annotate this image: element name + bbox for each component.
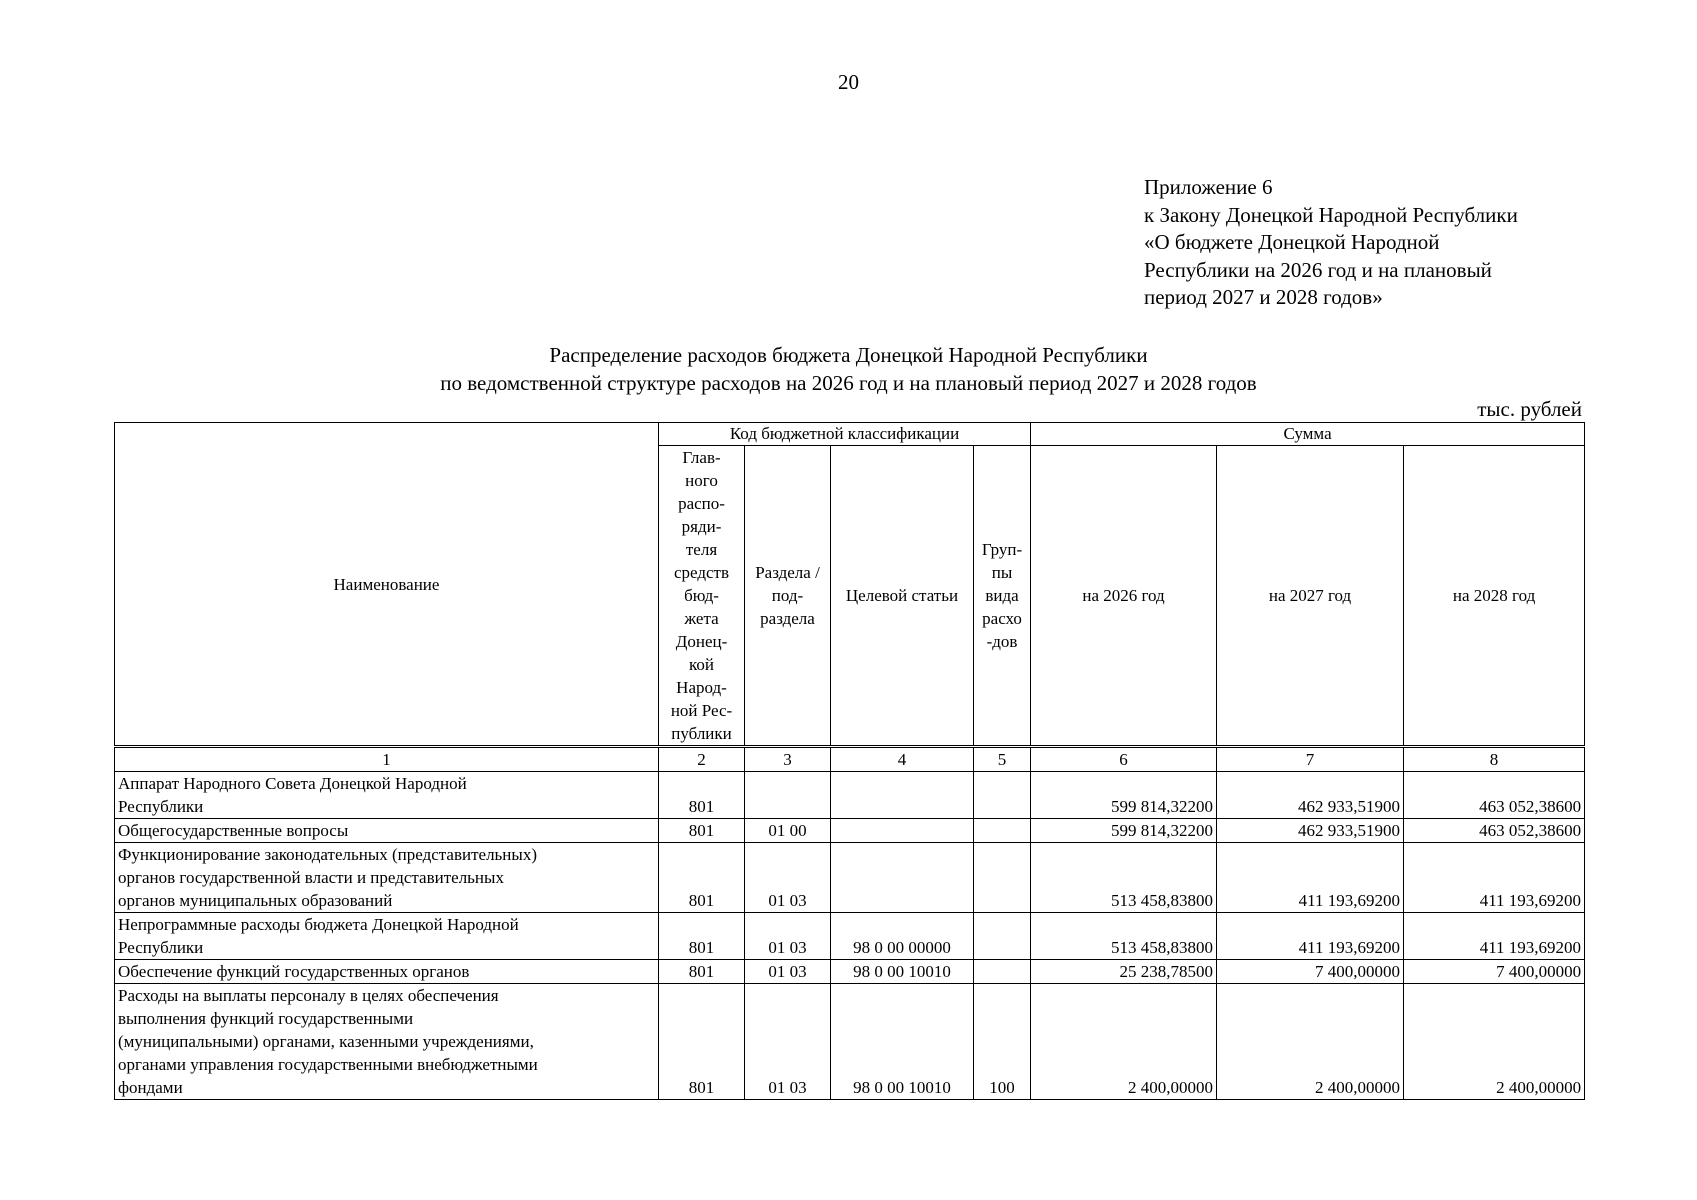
row-chief-manager: 801: [659, 984, 745, 1100]
row-amount-2028: 7 400,00000: [1404, 960, 1585, 984]
row-amount-2027: 462 933,51900: [1217, 772, 1404, 819]
row-amount-2028: 411 193,69200: [1404, 913, 1585, 960]
header-year-2028: на 2028 год: [1404, 446, 1585, 747]
row-chief-manager: 801: [659, 843, 745, 913]
header-target-article: Целевой статьи: [831, 446, 974, 747]
header-expense-type: Груп- пы вида расхо -дов: [974, 446, 1031, 747]
column-number: 3: [745, 747, 831, 772]
row-expense-type: [974, 960, 1031, 984]
table-row: [115, 984, 1585, 1100]
row-section: 01 03: [745, 984, 831, 1100]
row-section: [745, 772, 831, 819]
column-number: 8: [1404, 747, 1585, 772]
table-row: [115, 913, 1585, 960]
row-section: 01 00: [745, 819, 831, 843]
row-name: Общегосударственные вопросы: [115, 819, 659, 843]
column-number: 4: [831, 747, 974, 772]
row-expense-type: [974, 913, 1031, 960]
table-row: [115, 843, 1585, 913]
document-title: [0, 341, 1697, 397]
row-target-article: 98 0 00 10010: [831, 984, 974, 1100]
row-amount-2028: 2 400,00000: [1404, 984, 1585, 1100]
row-expense-type: 100: [974, 984, 1031, 1100]
column-number: 1: [115, 747, 659, 772]
row-amount-2028: 411 193,69200: [1404, 843, 1585, 913]
column-numbers-row: [115, 747, 1585, 772]
row-amount-2028: 463 052,38600: [1404, 819, 1585, 843]
row-expense-type: [974, 772, 1031, 819]
row-amount-2027: 7 400,00000: [1217, 960, 1404, 984]
appendix-line: период 2027 и 2028 годов»: [1144, 285, 1383, 309]
row-amount-2027: 2 400,00000: [1217, 984, 1404, 1100]
page-number: 20: [838, 70, 859, 94]
row-section: 01 03: [745, 960, 831, 984]
row-name: Аппарат Народного Совета Донецкой Народной Республики: [115, 772, 659, 819]
row-amount-2026: 513 458,83800: [1031, 913, 1217, 960]
row-chief-manager: 801: [659, 913, 745, 960]
row-chief-manager: 801: [659, 819, 745, 843]
row-amount-2026: 599 814,32200: [1031, 819, 1217, 843]
row-amount-2028: 463 052,38600: [1404, 772, 1585, 819]
appendix-line: «О бюджете Донецкой Народной: [1144, 230, 1440, 254]
row-target-article: 98 0 00 10010: [831, 960, 974, 984]
row-chief-manager: 801: [659, 772, 745, 819]
row-target-article: [831, 772, 974, 819]
column-number: 6: [1031, 747, 1217, 772]
row-amount-2026: 25 238,78500: [1031, 960, 1217, 984]
row-chief-manager: 801: [659, 960, 745, 984]
budget-table: [114, 422, 1585, 1100]
table-row: [115, 819, 1585, 843]
table-row: [115, 960, 1585, 984]
header-code-group: Код бюджетной классификации: [659, 423, 1031, 446]
appendix-line: Приложение 6: [1144, 175, 1273, 199]
row-target-article: 98 0 00 00000: [831, 913, 974, 960]
row-amount-2026: 599 814,32200: [1031, 772, 1217, 819]
row-name: Обеспечение функций государственных органов: [115, 960, 659, 984]
column-number: 5: [974, 747, 1031, 772]
row-name: Расходы на выплаты персоналу в целях обеспечения выполнения функций государственными (муниципальными) органами, казенными учреждениями, органами управления государственными внебюджетными фондами: [115, 984, 659, 1100]
units-label: тыс. рублей: [1477, 397, 1582, 421]
row-target-article: [831, 843, 974, 913]
document-title-line-2: по ведомственной структуре расходов на 2026 год и на плановый период 2027 и 2028 годов: [440, 371, 1257, 395]
table-row: [115, 772, 1585, 819]
column-number: 2: [659, 747, 745, 772]
row-name: Непрограммные расходы бюджета Донецкой Народной Республики: [115, 913, 659, 960]
header-year-2026: на 2026 год: [1031, 446, 1217, 747]
row-section: 01 03: [745, 843, 831, 913]
header-name: Наименование: [115, 423, 659, 747]
column-number: 7: [1217, 747, 1404, 772]
row-name: Функционирование законодательных (представительных) органов государственной власти и представительных органов муниципальных образований: [115, 843, 659, 913]
row-amount-2027: 462 933,51900: [1217, 819, 1404, 843]
row-amount-2026: 2 400,00000: [1031, 984, 1217, 1100]
row-amount-2027: 411 193,69200: [1217, 843, 1404, 913]
appendix-line: к Закону Донецкой Народной Республики: [1144, 202, 1518, 227]
header-chief-manager: Глав- ного распо- ряди- теля средств бюд- жета Донец- кой Народ- ной Рес- публики: [659, 446, 745, 747]
row-amount-2026: 513 458,83800: [1031, 843, 1217, 913]
header-section: Раздела / под- раздела: [745, 446, 831, 747]
row-expense-type: [974, 819, 1031, 843]
row-amount-2027: 411 193,69200: [1217, 913, 1404, 960]
row-expense-type: [974, 843, 1031, 913]
header-year-2027: на 2027 год: [1217, 446, 1404, 747]
row-target-article: [831, 819, 974, 843]
document-title-line-1: Распределение расходов бюджета Донецкой Народной Республики: [549, 343, 1148, 367]
row-section: 01 03: [745, 913, 831, 960]
header-sum-group: Сумма: [1031, 423, 1585, 446]
appendix-line: Республики на 2026 год и на плановый: [1144, 257, 1492, 282]
appendix-reference: [1144, 174, 1644, 312]
